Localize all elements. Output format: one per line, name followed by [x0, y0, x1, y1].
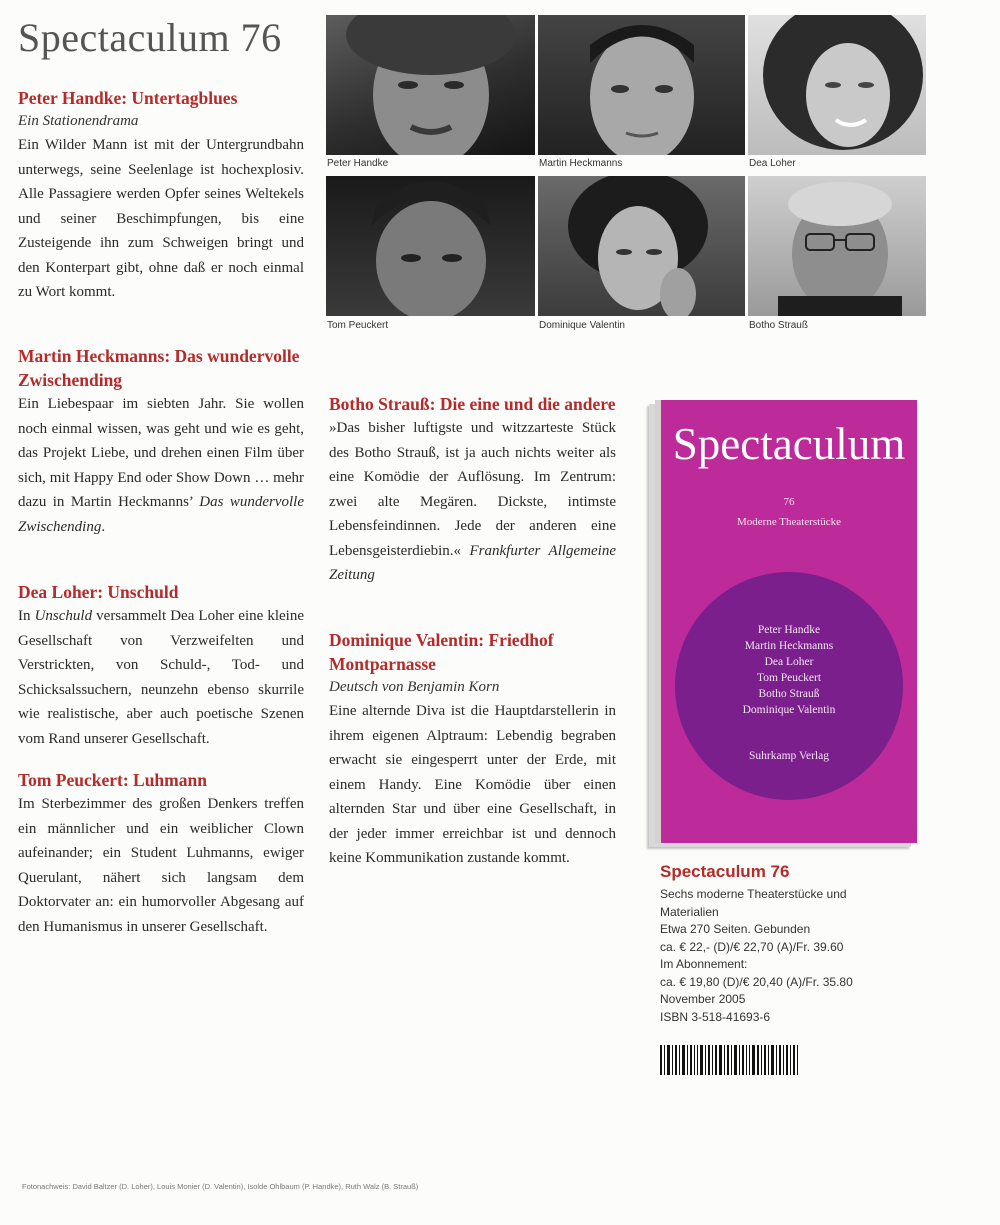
article-body-start: In: [18, 608, 31, 624]
article-loher: [18, 580, 304, 751]
book-info-line: Sechs moderne Theaterstücke und: [660, 887, 847, 901]
article-body: [18, 604, 304, 751]
book-cover: [655, 400, 917, 843]
book-info-line: November 2005: [660, 992, 746, 1006]
book-info-line: ca. € 22,- (D)/€ 22,70 (A)/Fr. 39.60: [660, 939, 844, 954]
cover-author: Tom Peuckert: [756, 672, 822, 684]
photo-credits: Fotonachweis: David Baltzer (D. Loher), Louis Monier (D. Valentin), Isolde Ohlbaum (P. Handke), Ruth Walz (B. Strauß): [22, 1182, 419, 1191]
article-body: Ein Wilder Mann ist mit der Untergrundbahn unterwegs, seine Seelenlage ist hochexplosiv. Alle Passagiere werden Opfer seines Weltekels und seiner Beschimpfungen, bis eine Zusteigende ihn zum Schweigen bringt und den Konterpart gibt, ohne daß er noch einmal zu Wort kommt.: [18, 137, 304, 300]
portrait-photo-heckmanns: [538, 15, 745, 155]
portrait-photo-strauss: [748, 176, 926, 316]
photo-caption: Dea Loher: [749, 158, 796, 169]
book-info-title: Spectaculum 76: [660, 862, 790, 881]
cover-author: Peter Handke: [757, 624, 821, 636]
page-title: Spectaculum 76: [18, 15, 282, 60]
portrait-photo-handke: [326, 15, 535, 155]
article-title: Peter Handke: Untertagblues: [18, 88, 238, 108]
article-peuckert: [18, 768, 304, 939]
article-body-text: Ein Liebespaar im siebten Jahr. Sie wollen noch einmal wissen, was geht und wie es geht, das Projekt Liebe, und drehen einen Film über sich, mit Happy End oder Show Down … mehr dazu in Martin Heckmanns’: [18, 396, 304, 510]
article-source: Frankfurter Allgemeine Zeitung: [329, 542, 617, 583]
book-info: [660, 862, 900, 1026]
book-info-line: ISBN 3-518-41693-6: [660, 1009, 771, 1024]
article-title: Dominique Valentin: Friedhof Montparnasse: [329, 630, 554, 674]
photo-caption: Botho Strauß: [749, 320, 808, 331]
barcode: [660, 1045, 800, 1075]
article-body: Eine alternde Diva ist die Hauptdarstellerin in ihrem eigenen Alptraum: Lebendig begraben erwacht sie eingesperrt unter der Erde, mit einem Handy. Eine Komödie über einen alternden Star und über eine Gesellschaft, in der jeder immer erreichbar ist und dennoch keine Kommunikation zustande kommt.: [329, 703, 616, 866]
article-body-text: versammelt Dea Loher eine kleine Gesellschaft von Verzweifelten und Verstrickten, von Schuld-, Tod- und Schicksalssuchern, neunzehn ebenso skurrile wie realistische, aber auch poetische Szenen vom Rand unserer Gesellschaft.: [18, 608, 305, 747]
article-body: [329, 416, 616, 588]
article-handke: [18, 86, 304, 305]
article-body-italic: Das wundervolle Zwischending: [18, 494, 304, 535]
cover-author: Dea Loher: [764, 656, 814, 668]
article-title: Botho Strauß: Die eine und die andere: [329, 394, 616, 414]
cover-author: Botho Strauß: [758, 688, 820, 700]
book-info-line: ca. € 19,80 (D)/€ 20,40 (A)/Fr. 35.80: [660, 974, 853, 989]
article-valentin: [329, 628, 616, 871]
cover-subtitle: Moderne Theaterstücke: [737, 516, 841, 528]
book-info-line: Materialien: [660, 904, 719, 919]
cover-publisher: Suhrkamp Verlag: [749, 750, 829, 762]
photo-caption: Tom Peuckert: [327, 320, 389, 331]
photo-caption: Dominique Valentin: [539, 320, 625, 331]
article-heckmanns: [18, 344, 304, 539]
cover-title: Spectaculum: [672, 419, 906, 469]
article-body-text: »Das bisher luftigste und witzzarteste Stück des Botho Strauß, ist ja auch nichts weiter als eine Komödie der Auflösung. Im Zentrum: zwei alte Megären. Dickste, intimste Lebensfeindinnen. Jede der anderen eine Lebensgeisterdiebin.«: [329, 420, 616, 559]
book-info-line: Etwa 270 Seiten. Gebunden: [660, 922, 811, 936]
article-subtitle: Ein Stationendrama: [18, 113, 139, 129]
cover-author: Martin Heckmanns: [744, 640, 834, 652]
photo-caption: Peter Handke: [327, 158, 389, 169]
article-title: Martin Heckmanns: Das wundervolle Zwischending: [18, 346, 300, 390]
cover-author: Dominique Valentin: [742, 704, 836, 716]
cover-number: 76: [783, 496, 795, 508]
photo-caption: Martin Heckmanns: [539, 158, 623, 169]
portrait-photo-peuckert: [326, 176, 535, 316]
article-strauss: [329, 392, 616, 588]
article-body-italic: Unschuld: [34, 608, 93, 624]
portrait-photo-loher: [748, 15, 926, 155]
article-body: Im Sterbezimmer des großen Denkers treffen ein männlicher und ein weiblicher Clown aufeinander; ein Student Luhmanns, ewiger Querulant, nähert sich langsam dem Doktorvater an: ein humorvoller Abgesang auf den Humanismus in unserer Gesellschaft.: [18, 796, 304, 935]
article-title: Tom Peuckert: Luhmann: [18, 770, 207, 790]
book-info-line: Im Abonnement:: [660, 957, 748, 971]
article-body-end: .: [101, 518, 106, 535]
portrait-photo-valentin: [538, 176, 745, 316]
article-body: [18, 392, 304, 539]
article-title: Dea Loher: Unschuld: [18, 582, 179, 602]
cover-authors: [661, 622, 917, 718]
article-subtitle: Deutsch von Benjamin Korn: [329, 679, 500, 695]
